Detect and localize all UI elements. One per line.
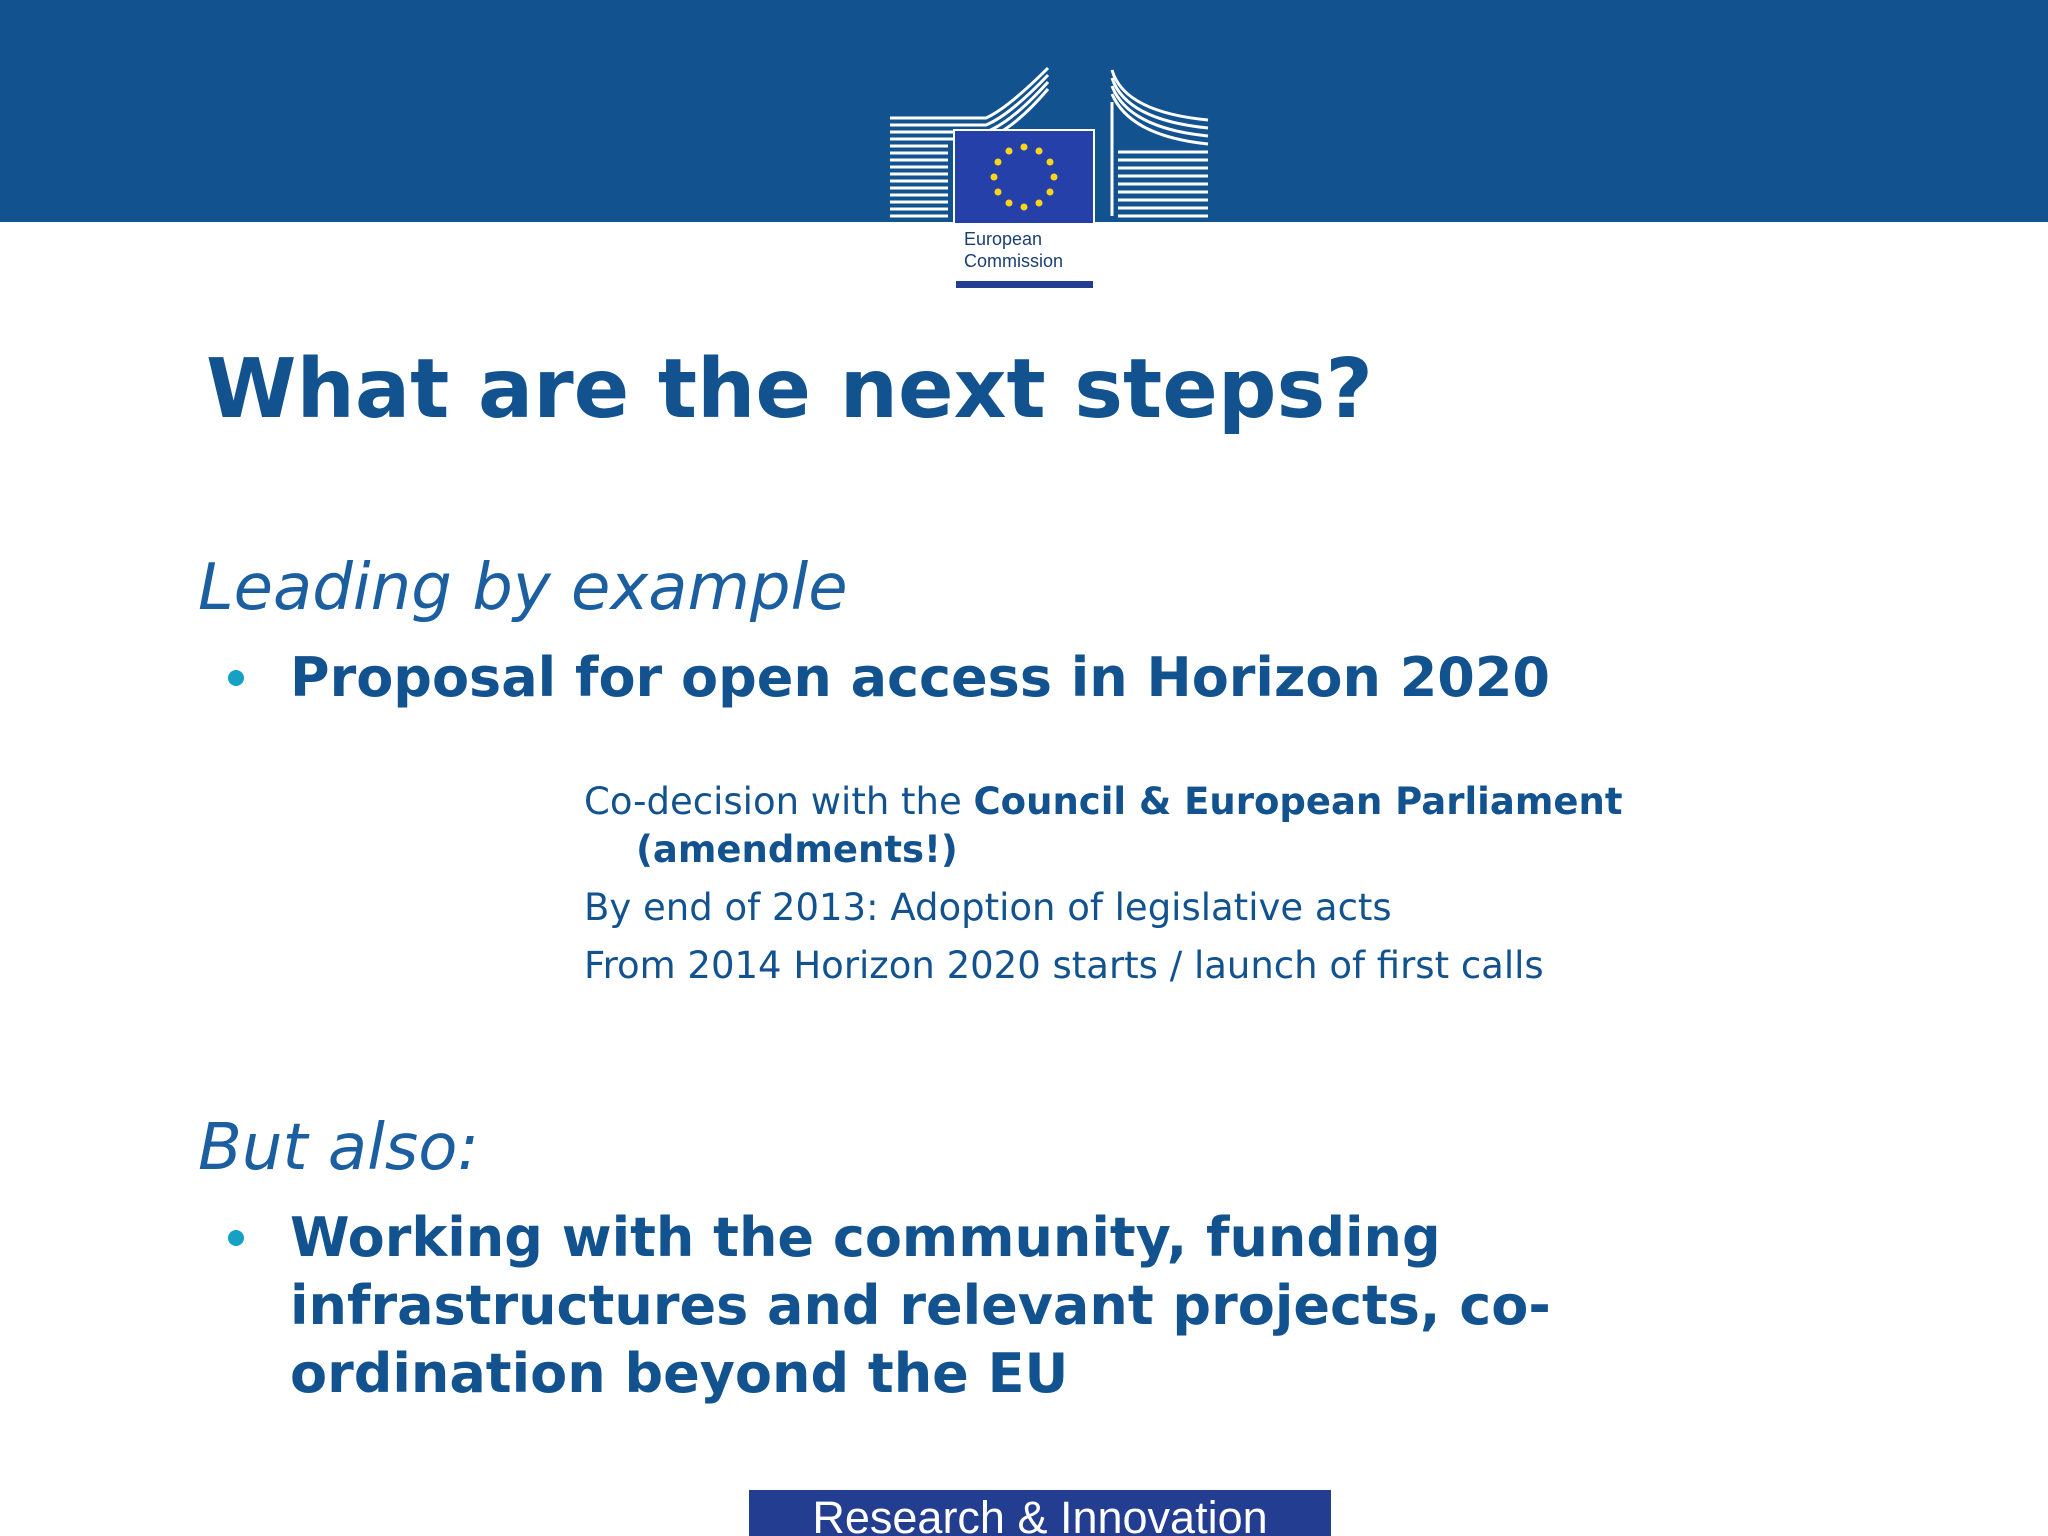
footer-bar xyxy=(749,1490,1331,1536)
bullet-proposal: Proposal for open access in Horizon 2020 xyxy=(290,646,1551,709)
logo-text xyxy=(964,228,1063,272)
bullet-working-line: Working with the community, funding xyxy=(290,1206,1441,1269)
bullet-working-line: infrastructures and relevant projects, co- xyxy=(290,1274,1551,1337)
section-heading-but-also: But also: xyxy=(198,1111,479,1185)
slide-title: What are the next steps? xyxy=(206,342,1373,437)
subitem-codecision-amendments: (amendments!) xyxy=(636,828,958,871)
bullet-dot xyxy=(228,670,244,686)
subitem-launch: From 2014 Horizon 2020 starts / launch of first calls xyxy=(584,944,1544,987)
bullet-working-line: ordination beyond the EU xyxy=(290,1342,1069,1405)
logo-line-european: European xyxy=(964,229,1043,249)
logo-underline xyxy=(956,281,1093,288)
logo-line-commission: Commission xyxy=(964,251,1064,271)
subitem-adoption: By end of 2013: Adoption of legislative acts xyxy=(584,886,1392,929)
subitem-codecision-prefix: Co-decision with the xyxy=(584,780,974,823)
section-heading-leading: Leading by example xyxy=(198,551,848,625)
subitem-codecision-bold: Council & European Parliament xyxy=(973,780,1623,823)
bullet-dot xyxy=(228,1230,244,1246)
bullet-working xyxy=(290,1204,1551,1408)
footer-label: Research & Innovation xyxy=(812,1492,1268,1536)
subitem-codecision-cont xyxy=(636,826,1866,874)
subitem-codecision xyxy=(584,778,1814,826)
